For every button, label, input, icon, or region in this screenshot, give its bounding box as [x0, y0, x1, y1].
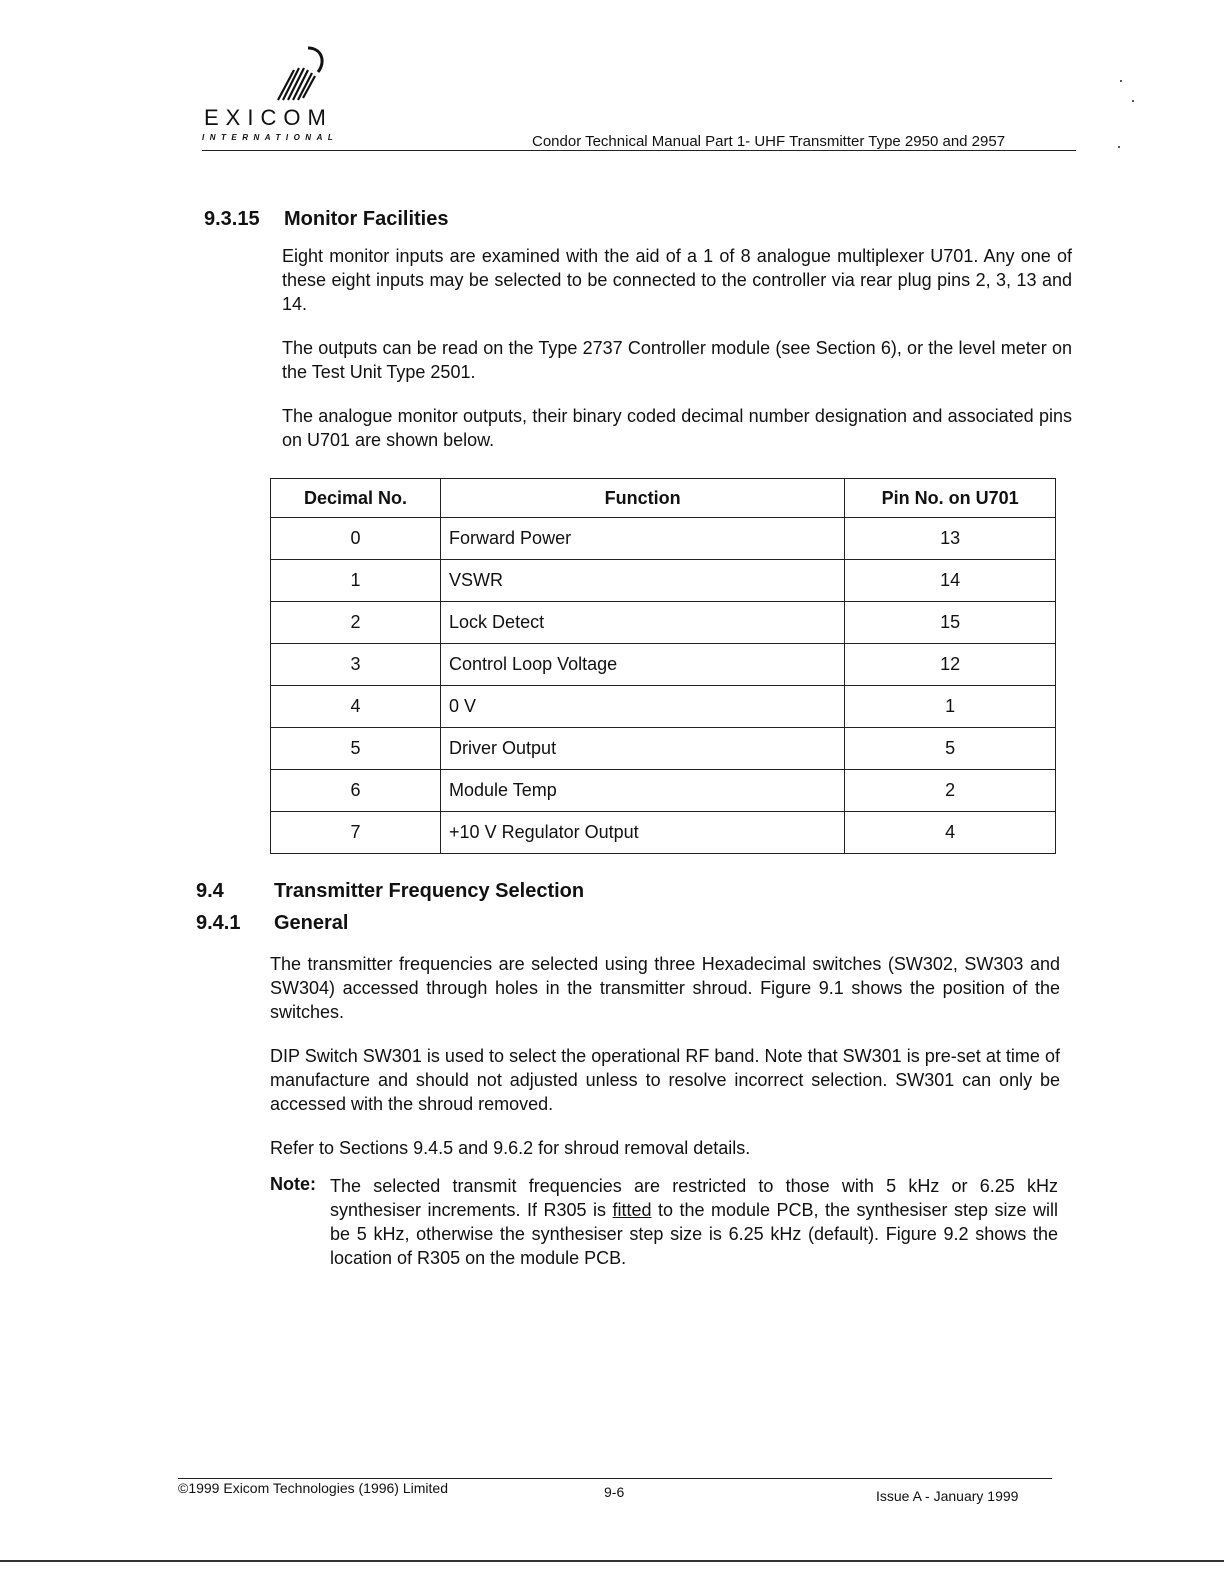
decimal-cell: 0: [271, 518, 441, 560]
paragraph: The outputs can be read on the Type 2737 Controller module (see Section 6), or the level meter on the Test Unit Type 2501.: [282, 338, 1072, 382]
subsection-number: 9.4.1: [196, 912, 241, 934]
function-cell: Driver Output: [441, 728, 845, 770]
table-row: [271, 770, 1056, 812]
function-cell: Lock Detect: [441, 602, 845, 644]
footer-page-number: 9-6: [604, 1484, 625, 1500]
section-title: Monitor Facilities: [284, 208, 449, 230]
header-title: Condor Technical Manual Part 1- UHF Transmitter Type 2950 and 2957: [532, 133, 1006, 150]
pin-cell: 4: [845, 812, 1056, 854]
table-row: [271, 812, 1056, 854]
column-header: Decimal No.: [271, 479, 441, 518]
table-row: [271, 728, 1056, 770]
page-edge-line: [0, 1560, 1224, 1562]
pin-cell: 1: [845, 686, 1056, 728]
footer-copyright: ©1999 Exicom Technologies (1996) Limited: [178, 1480, 448, 1496]
footer-rule: [178, 1478, 1052, 1479]
note-text: to the module PCB, the synthesiser step size will be 5 kHz, otherwise the synthesiser step size is 6.25 kHz (default). Figure 9.2 shows the location of R305 on the module PCB.: [330, 1200, 1058, 1268]
section-number: 9.3.15: [204, 208, 260, 230]
table-row: [271, 644, 1056, 686]
table-row: [271, 518, 1056, 560]
table-row: [271, 602, 1056, 644]
note-underlined-word: fitted: [612, 1200, 652, 1220]
column-header: Function: [441, 479, 845, 518]
paragraph: The transmitter frequencies are selected using three Hexadecimal switches (SW302, SW303 and SW304) accessed through holes in the transmitter shroud. Figure 9.1 shows the position of the switches.: [270, 954, 1060, 1022]
monitor-table: [270, 478, 1056, 854]
paragraph: Refer to Sections 9.4.5 and 9.6.2 for shroud removal details.: [270, 1138, 751, 1158]
function-cell: VSWR: [441, 560, 845, 602]
function-cell: Module Temp: [441, 770, 845, 812]
decimal-cell: 3: [271, 644, 441, 686]
function-cell: +10 V Regulator Output: [441, 812, 845, 854]
decimal-cell: 2: [271, 602, 441, 644]
scan-speck: [1132, 100, 1134, 102]
pin-cell: 2: [845, 770, 1056, 812]
pin-cell: 14: [845, 560, 1056, 602]
exicom-logo-icon: [268, 44, 330, 102]
logo-subtitle: INTERNATIONAL: [202, 133, 339, 142]
decimal-cell: 1: [271, 560, 441, 602]
decimal-cell: 4: [271, 686, 441, 728]
decimal-cell: 5: [271, 728, 441, 770]
function-cell: 0 V: [441, 686, 845, 728]
pin-cell: 5: [845, 728, 1056, 770]
table-row: [271, 560, 1056, 602]
note-text: The selected transmit frequencies are restricted to those with 5 kHz or 6.25 kHz synthesiser increments. If R305 is: [330, 1176, 1058, 1220]
note-label: Note:: [270, 1174, 316, 1194]
decimal-cell: 7: [271, 812, 441, 854]
section-number: 9.4: [196, 880, 224, 902]
pin-cell: 12: [845, 644, 1056, 686]
header-rule: [202, 150, 1076, 151]
function-cell: Forward Power: [441, 518, 845, 560]
scan-speck: [1118, 146, 1120, 148]
note-paragraph: [330, 1174, 1058, 1270]
function-cell: Control Loop Voltage: [441, 644, 845, 686]
logo-name: EXICOM: [204, 105, 333, 130]
table-row: [271, 686, 1056, 728]
column-header: Pin No. on U701: [845, 479, 1056, 518]
table-header-row: [271, 479, 1056, 518]
section-title: Transmitter Frequency Selection: [274, 880, 585, 902]
decimal-cell: 6: [271, 770, 441, 812]
paragraph: Eight monitor inputs are examined with the aid of a 1 of 8 analogue multiplexer U701. Any one of these eight inputs may be selected to be connected to the controller via rear plug pins 2, 3, 13 and 14.: [282, 246, 1072, 314]
pin-cell: 15: [845, 602, 1056, 644]
footer-issue: Issue A - January 1999: [876, 1488, 1019, 1504]
pin-cell: 13: [845, 518, 1056, 560]
scan-speck: [1120, 80, 1122, 82]
paragraph: DIP Switch SW301 is used to select the operational RF band. Note that SW301 is pre-set at time of manufacture and should not adjusted unless to resolve incorrect selection. SW301 can only be accessed with the shroud removed.: [270, 1046, 1060, 1114]
paragraph: The analogue monitor outputs, their binary coded decimal number designation and associated pins on U701 are shown below.: [282, 406, 1072, 450]
subsection-title: General: [274, 912, 349, 934]
